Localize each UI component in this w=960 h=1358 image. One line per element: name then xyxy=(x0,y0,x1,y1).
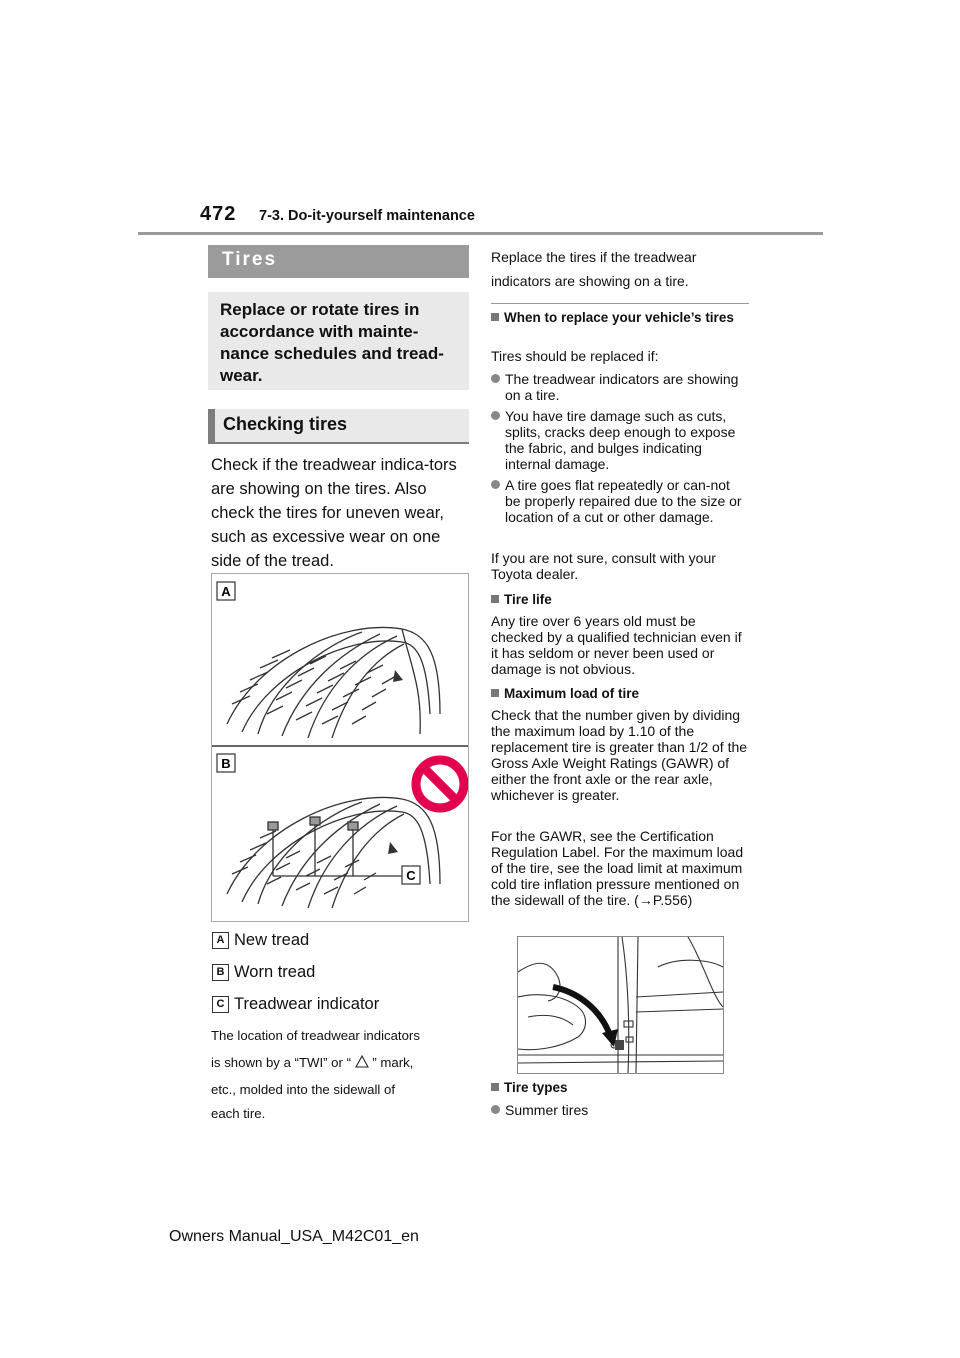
bullet-dot-icon xyxy=(491,1105,500,1114)
note-line-1: The location of treadwear indicators xyxy=(211,1028,420,1043)
max-load-text-2-body: For the GAWR, see the Certification Regulation Label. For the maximum load of the tire, see the load limit at maximum cold tire inflation pressure mentioned on the sidewall of the tire. ( xyxy=(491,828,744,908)
page-reference-link[interactable]: P.556) xyxy=(652,892,693,908)
max-load-heading xyxy=(491,686,749,701)
when-outro: If you are not sure, consult with your Toyota dealer. xyxy=(491,550,716,582)
square-bullet-icon xyxy=(491,689,499,697)
legend-text-c: Treadwear indicator xyxy=(234,995,380,1013)
bullet-dot-icon xyxy=(491,411,500,420)
types-bullet-1-text: Summer tires xyxy=(505,1102,589,1118)
checking-heading-box xyxy=(208,409,469,442)
when-bullet-2-text: You have tire damage such as cuts, splits, cracks deep enough to expose the fabric, and bulges indicating internal damage. xyxy=(505,408,736,472)
types-bullet-1 xyxy=(491,1102,749,1118)
tires-heading-box xyxy=(208,245,469,278)
legend-label-c: C xyxy=(212,996,229,1013)
tire-life-text: Any tire over 6 years old must be checked by a qualified technician even if it has seldom or never been used or damage is not obvious. xyxy=(491,613,742,677)
note-line-4: each tire. xyxy=(211,1106,266,1121)
prohibited-icon xyxy=(416,760,464,808)
figure-label-b: B xyxy=(221,756,231,771)
square-bullet-icon xyxy=(491,595,499,603)
replace-lead-text: Replace the tires if the treadwear indicators are showing on a tire. xyxy=(491,249,697,289)
when-bullet-1 xyxy=(491,371,749,403)
tires-heading: Tires xyxy=(222,249,278,270)
legend-label-b: B xyxy=(212,964,229,981)
when-bullet-3 xyxy=(491,477,749,525)
when-intro: Tires should be replaced if: xyxy=(491,348,659,364)
right-rule xyxy=(491,303,749,304)
legend-text-a: New tread xyxy=(234,931,310,949)
square-bullet-icon xyxy=(491,1083,499,1091)
bullet-dot-icon xyxy=(491,480,500,489)
tread-illustration xyxy=(212,574,468,921)
triangle-icon xyxy=(355,1055,369,1068)
checking-heading: Checking tires xyxy=(223,414,348,434)
door-illustration xyxy=(518,937,723,1073)
square-bullet-icon xyxy=(491,313,499,321)
footer-text: Owners Manual_USA_M42C01_en xyxy=(169,1228,419,1245)
note-line-3: etc., molded into the sidewall of xyxy=(211,1082,395,1097)
intro-box xyxy=(208,292,469,390)
note-line-2 xyxy=(211,1051,473,1074)
section-title: 7-3. Do-it-yourself maintenance xyxy=(259,208,475,224)
when-bullet-2 xyxy=(491,408,749,472)
bullet-dot-icon xyxy=(491,374,500,383)
legend-worn-tread xyxy=(212,963,315,982)
tire-types-heading xyxy=(491,1080,749,1095)
header-rule xyxy=(138,232,823,235)
legend-treadwear-indicator xyxy=(212,995,379,1014)
when-to-replace-heading xyxy=(491,310,749,325)
checking-text: Check if the treadwear indica-tors are showing on the tires. Also check the tires for uneven wear, such as excessive wear on one side of the tread. xyxy=(211,456,457,570)
legend-text-b: Worn tread xyxy=(234,963,316,981)
legend-label-a: A xyxy=(212,932,229,949)
when-to-replace-title: When to replace your vehicle’s tires xyxy=(504,310,734,325)
page-number: 472 xyxy=(200,203,237,225)
note-line-2a: is shown by a “TWI” or “ xyxy=(211,1055,351,1070)
tire-life-heading xyxy=(491,592,749,607)
heading-underline xyxy=(208,442,469,444)
max-load-text-1: Check that the number given by dividing the maximum load by 1.10 of the replacement tire is greater than 1/2 of the Gross Axle Weight Ratings (GAWR) of either the front axle or the rear axle, whichever is greater. xyxy=(491,707,748,803)
figure-label-c: C xyxy=(406,868,416,883)
arrow-right-icon: → xyxy=(638,892,653,908)
worn-tire-drawing xyxy=(227,797,440,908)
tread-figure xyxy=(211,573,469,922)
new-tire-drawing xyxy=(227,627,440,738)
intro-text: Replace or rotate tires in accordance with mainte-nance schedules and tread-wear. xyxy=(220,300,444,385)
tire-life-title: Tire life xyxy=(504,592,552,607)
door-label-figure xyxy=(517,936,724,1074)
when-bullet-1-text: The treadwear indicators are showing on a tire. xyxy=(505,371,739,403)
heading-bar xyxy=(208,409,215,442)
tire-types-title: Tire types xyxy=(504,1080,568,1095)
max-load-text-2 xyxy=(491,828,749,908)
note-line-2b: ” mark, xyxy=(372,1055,414,1070)
figure-label-a: A xyxy=(221,584,231,599)
max-load-title: Maximum load of tire xyxy=(504,686,640,701)
when-bullet-3-text: A tire goes flat repeatedly or can-not be properly repaired due to the size or location of a cut or other damage. xyxy=(505,477,742,525)
legend-new-tread xyxy=(212,931,309,950)
